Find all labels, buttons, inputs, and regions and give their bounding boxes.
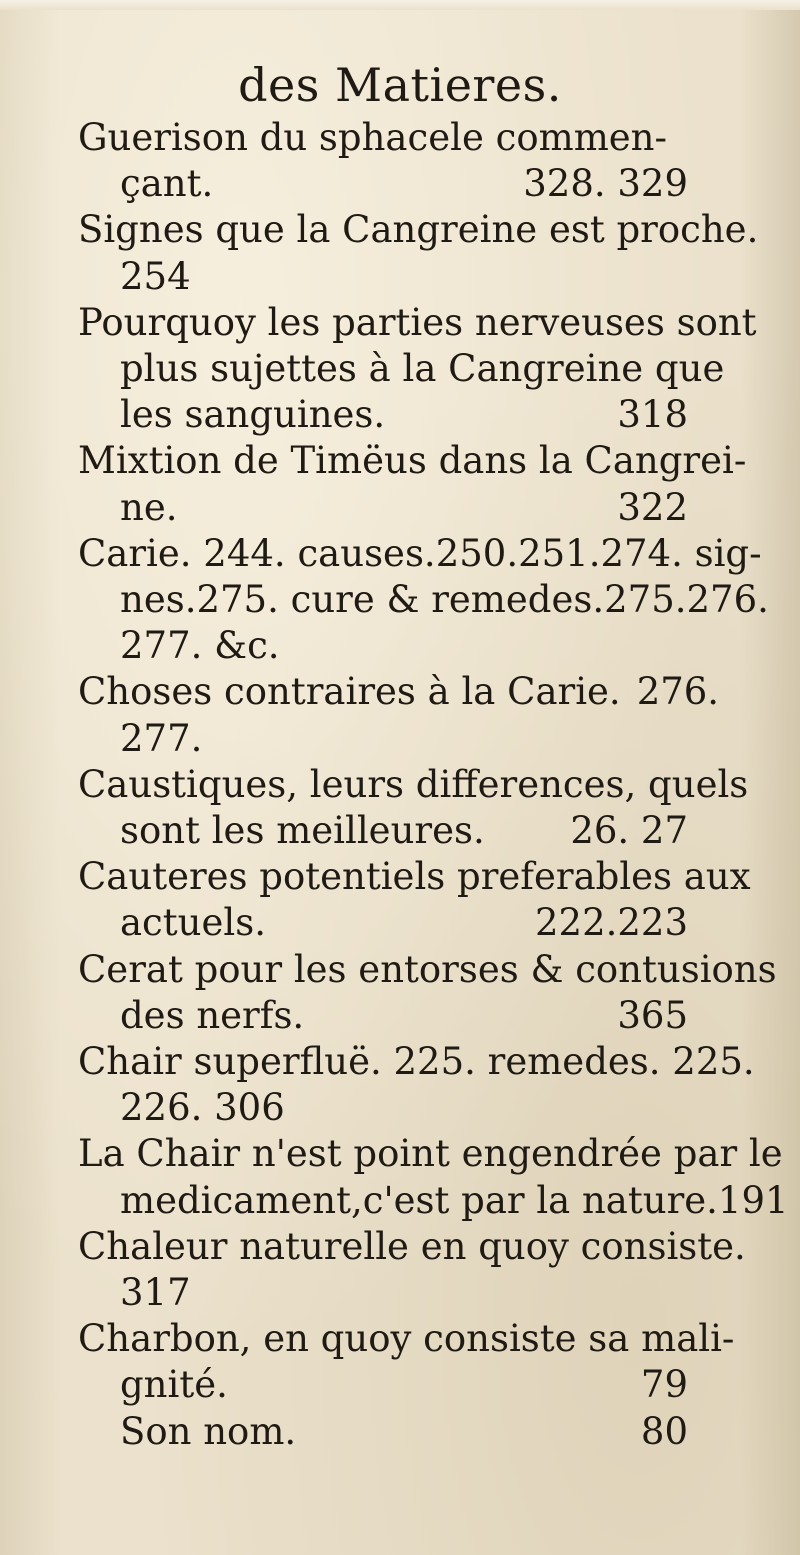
entry-text: Cauteres potentiels preferables aux [78, 855, 751, 899]
index-entry-continuation [120, 343, 725, 395]
index-entry-continuation [120, 1406, 688, 1458]
entry-text: 254 [120, 254, 191, 298]
entry-text: Signes que la Cangreine est proche. [78, 208, 759, 252]
index-entry [78, 528, 762, 580]
index-entry-continuation [120, 158, 688, 210]
running-head: des Matieres. [238, 58, 562, 112]
entry-text: 226. 306 [120, 1086, 285, 1130]
index-entry [78, 1128, 783, 1180]
index-entry-continuation [120, 1082, 688, 1134]
entry-text: 277. &c. [120, 624, 280, 668]
entry-text: Chair superfluë. 225. remedes. 225. [78, 1040, 755, 1083]
entry-text: actuels. [120, 901, 266, 945]
index-entry-continuation [120, 482, 688, 534]
index-entry-continuation [120, 1175, 789, 1227]
index-entry-continuation [120, 990, 688, 1042]
entry-text: gnité. [120, 1363, 228, 1407]
entry-text: Son nom. [120, 1409, 297, 1453]
index-entry [78, 297, 757, 349]
entry-text: Carie. 244. causes.250.251.274. sig- [78, 531, 762, 575]
entry-text: des nerfs. [120, 993, 305, 1037]
entry-text: plus sujettes à la Cangreine que [120, 347, 725, 390]
entry-text: Mixtion de Timëus dans la Cangrei- [78, 439, 747, 483]
entry-page-numbers: 26. 27 [570, 809, 688, 852]
index-entry-continuation [120, 1359, 688, 1411]
index-entry-continuation [120, 620, 688, 672]
entry-text: Cerat pour les entorses & contusions [78, 947, 777, 991]
index-entry [78, 112, 688, 164]
index-entry [78, 1036, 755, 1088]
index-entry-continuation [120, 713, 688, 765]
entry-text: La Chair n'est point engendrée par le [78, 1132, 783, 1176]
index-entry [78, 1313, 735, 1365]
index-entry-continuation [120, 1267, 688, 1319]
entry-text: sont les meilleures. [120, 809, 485, 852]
index-entry [78, 851, 751, 903]
entry-text: Chaleur naturelle en quoy consiste. [78, 1224, 746, 1268]
entry-text: medicament,c'est par la nature.191 [120, 1178, 789, 1222]
index-entry [78, 759, 749, 811]
entry-text: Caustiques, leurs differences, quels [78, 762, 749, 806]
index-entry [78, 944, 777, 996]
index-entry-continuation [120, 897, 688, 949]
entry-page-numbers: 322 [617, 485, 688, 529]
index-entry [78, 435, 747, 487]
index-entry [78, 204, 759, 256]
entry-page-numbers: 222.223 [534, 901, 688, 945]
index-entry-continuation [120, 251, 688, 303]
entry-page-numbers: 365 [617, 993, 688, 1037]
entry-text: Pourquoy les parties nerveuses sont [78, 300, 757, 344]
entry-text: Choses contraires à la Carie. [78, 670, 621, 714]
entry-text: Charbon, en quoy consiste sa mali- [78, 1317, 735, 1361]
entry-text: ne. [120, 485, 178, 529]
entry-text: 277. [120, 716, 203, 760]
entry-text: 317 [120, 1271, 191, 1314]
index-entry-continuation [120, 389, 688, 441]
entry-text: les sanguines. [120, 393, 386, 437]
index-entry [78, 666, 720, 718]
entry-text: çant. [120, 162, 214, 206]
index-entry-continuation [120, 574, 769, 626]
index-entry [78, 1221, 746, 1273]
entry-page-numbers: 79 [640, 1363, 688, 1407]
entry-text: Guerison du sphacele commen- [78, 116, 668, 159]
index-entry-continuation [120, 805, 688, 857]
entry-text: nes.275. cure & remedes.275.276. [120, 578, 769, 621]
entry-page-numbers: 80 [640, 1409, 688, 1453]
entry-page-numbers: 276. [636, 670, 720, 714]
entry-page-numbers: 318 [617, 393, 688, 437]
entry-page-numbers: 328. 329 [523, 162, 688, 206]
